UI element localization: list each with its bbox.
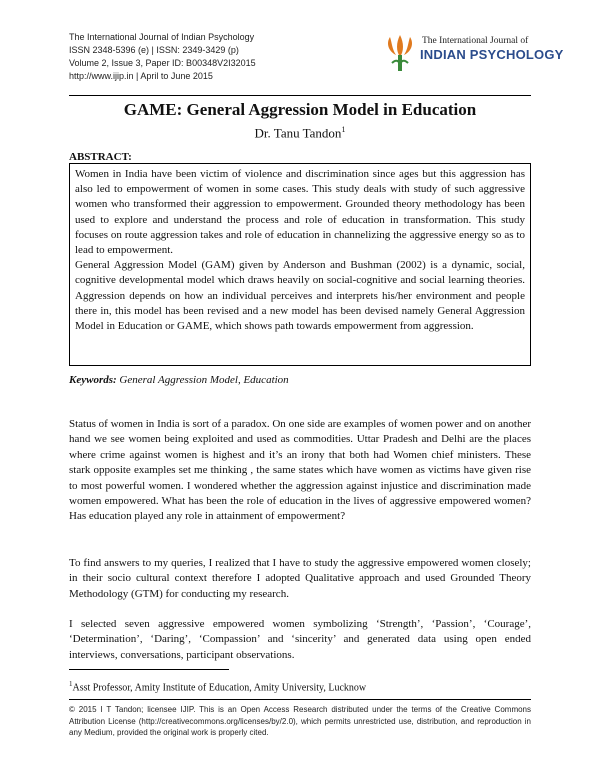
body-paragraph-1: Status of women in India is sort of a paradox. On one side are examples of women power and on another hand we see women being exploited and used as commodities. Uttar Pradesh and Delhi are the places where crime against women is highest and it’s an irony that both had Women chief ministers. These stark opposite examples set me thinking , the same states which have women as victims have given rise to most powerful women. I wondered whether the aggression against injustice and discrimination made women empowered. What has been the role of education in the lives of aggressive empowered women? Has education played any role in attainment of empowerment? (69, 418, 531, 523)
author-sup: 1 (341, 125, 346, 134)
volume-line: Volume 2, Issue 3, Paper ID: B00348V2I32015 (69, 58, 256, 68)
keywords-value: General Aggression Model, Education (119, 374, 289, 386)
author-name: Dr. Tanu Tandon (254, 125, 342, 141)
footnote-sup: 1 (69, 680, 73, 688)
abstract-paragraph-2: General Aggression Model (GAM) given by Anderson and Bushman (2002) is a dynamic, social, cognitive developmental model which draws heavily on social-cognitive and social learning theories. Aggression depends on how an individual perceives and interprets his/her environment and people there in, this model has been revised and a new model has been devised namely General Aggression Model in Education or GAME, which shows path towards empowerment from aggression. (75, 259, 525, 333)
author-line (69, 125, 531, 141)
abstract-heading: ABSTRACT: (69, 151, 132, 163)
journal-logo (382, 33, 564, 73)
body-paragraph-2: To find answers to my queries, I realized that I have to study the aggressive empowered women closely; in their socio cultural context therefore I adopted Qualitative approach and used Grounded Theory Methodology (GTM) for conducting my research. (69, 557, 531, 600)
body-paragraph-3: I selected seven aggressive empowered women symbolizing ‘Strength’, ‘Passion’, ‘Courage’, ‘Determination’, ‘Daring’, ‘Compassion’ and ‘sincerity’ and generated data using open ended interviews, conversations, participant observations. (69, 618, 531, 661)
logo-big-text: INDIAN PSYCHOLOGY (420, 47, 564, 62)
license-text: © 2015 I T Tandon; licensee IJIP. This is an Open Access Research distributed under the terms of the Creative Commons Attribution License (http://creativecommons.org/licenses/by/2.0), which permits unrestricted use, distribution, and reproduction in any Medium, provided the original work is properly cited. (69, 705, 531, 737)
paper-title: GAME: General Aggression Model in Education (123, 100, 477, 119)
logo-small-text: The International Journal of (422, 36, 529, 46)
journal-header-meta (69, 31, 256, 83)
license-divider (69, 699, 531, 700)
abstract-paragraph-1: Women in India have been victim of violence and discrimination since ages but this aggression has also led to empowerment of women in some cases. This study deals with study of such aggressive women who transformed their aggression to empowerment. Grounded theory methodology has been used to explore and understand the process and role of education in transformation. This study focuses on route aggression takes and role of education in channelizing the aggressive energy so as to lead to empowerment. (75, 168, 525, 257)
abstract-box (69, 163, 531, 366)
keywords-line (69, 374, 289, 386)
keywords-label: Keywords: (69, 374, 117, 386)
journal-name: The International Journal of Indian Psychology (69, 32, 255, 42)
issn-line: ISSN 2348-5396 (e) | ISSN: 2349-3429 (p) (69, 45, 239, 55)
footnote (69, 680, 366, 693)
tricolor-flame-icon (382, 33, 418, 73)
footnote-text: Asst Professor, Amity Institute of Education, Amity University, Lucknow (72, 682, 367, 694)
footnote-divider (69, 669, 229, 670)
header-divider (69, 95, 531, 96)
url-line: http://www.ijip.in | April to June 2015 (69, 71, 213, 81)
